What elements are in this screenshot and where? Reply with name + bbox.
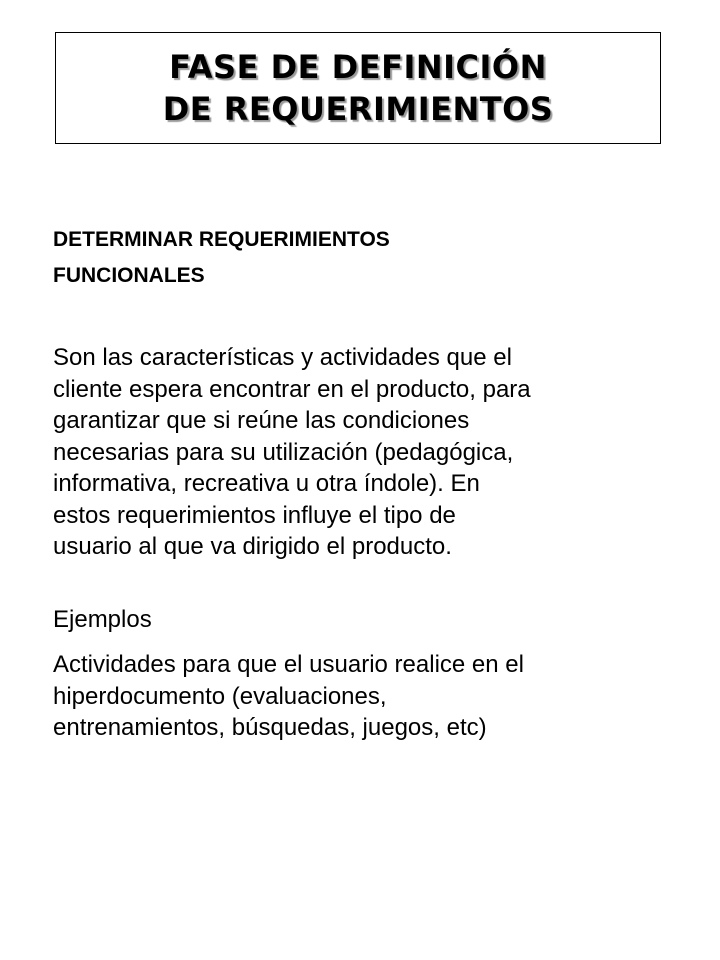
description-paragraph: [53, 342, 703, 563]
slide-title-line-1: FASE DE DEFINICIÓN: [169, 48, 547, 86]
description-line-6: estos requerimientos influye el tipo de: [53, 501, 456, 529]
slide-title-line-2: DE REQUERIMIENTOS: [162, 90, 554, 128]
section-heading-line-1: DETERMINAR REQUERIMIENTOS: [53, 228, 390, 251]
description-line-3: garantizar que si reúne las condiciones: [53, 407, 470, 434]
example-line-2: hiperdocumento (evaluaciones,: [53, 682, 387, 710]
slide-title-box: [55, 32, 661, 144]
examples-paragraph: [53, 649, 703, 744]
section-heading: [53, 222, 703, 294]
description-line-5: informativa, recreativa u otra índole). En: [53, 470, 480, 497]
description-line-2: cliente espera encontrar en el producto, para: [53, 375, 531, 403]
description-line-4: necesarias para su utilización (pedagógica,: [53, 438, 514, 466]
slide-content: [53, 222, 703, 744]
examples-label: Ejemplos: [53, 605, 152, 633]
description-line-1: Son las características y actividades que el: [53, 344, 512, 371]
description-line-7: usuario al que va dirigido el producto.: [53, 533, 452, 560]
example-line-1: Actividades para que el usuario realice en el: [53, 651, 524, 678]
section-heading-line-2: FUNCIONALES: [53, 264, 205, 287]
example-line-3: entrenamientos, búsquedas, juegos, etc): [53, 714, 487, 741]
